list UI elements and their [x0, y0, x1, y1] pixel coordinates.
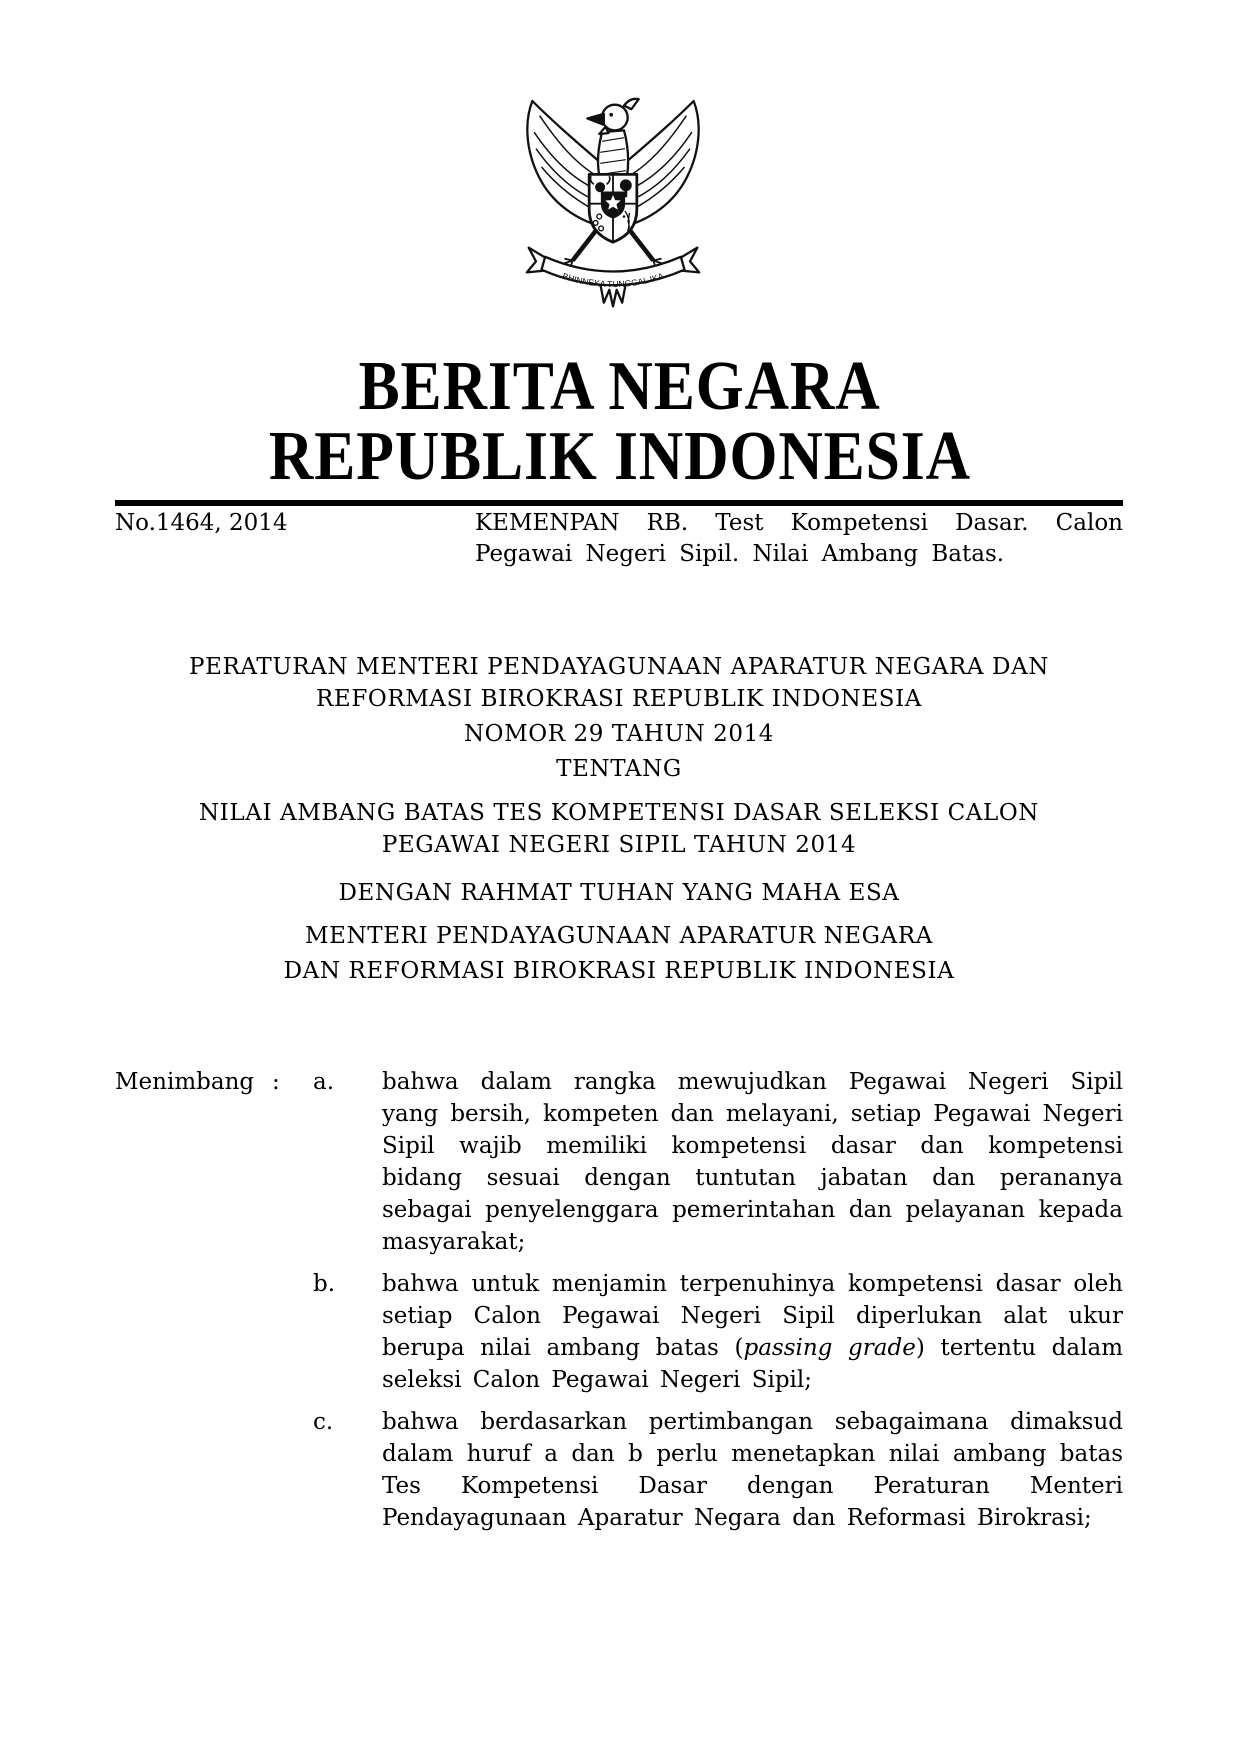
spacer	[272, 1406, 313, 1534]
consideration-item-a: bahwa dalam rangka mewujudkan Pegawai Negeri Sipil yang bersih, kompeten dan melayani, setiap Pegawai Negeri Sipil wajib memiliki kompetensi dasar dan kompetensi bidang sesuai dengan tuntutan jabatan dan perananya sebagai penyelenggara pemerintahan dan pelayanan kepada masyarakat;	[382, 1069, 1123, 1255]
masthead-title-line2-text: REPUBLIK INDONESIA	[268, 418, 972, 495]
emblem-motto-text: BHINNEKA TUNGGAL IKA	[561, 270, 665, 290]
item-b-italic-term: passing grade	[743, 1335, 916, 1361]
subject-abstract: KEMENPAN RB. Test Kompetensi Dasar. Calon Pegawai Negeri Sipil. Nilai Ambang Batas.	[475, 510, 1123, 567]
masthead-title-line1-text: BERITA NEGARA	[358, 348, 882, 425]
spacer	[115, 1406, 272, 1534]
regulation-official-line1: MENTERI PENDAYAGUNAAN APARATUR NEGARA	[305, 923, 933, 949]
regulation-invocation: DENGAN RAHMAT TUHAN YANG MAHA ESA	[338, 880, 900, 906]
menimbang-colon: :	[272, 1069, 280, 1095]
item-b-text-pre: bahwa untuk menjamin terpenuhinya kompetensi dasar oleh setiap Calon Pegawai Negeri Sipil diperlukan alat ukur berupa nilai ambang batas (	[382, 1271, 1123, 1361]
regulation-authority-line1: PERATURAN MENTERI PENDAYAGUNAAN APARATUR NEGARA DAN	[189, 654, 1049, 680]
regulation-heading-block	[115, 651, 1123, 987]
consideration-item-b	[382, 1268, 1123, 1396]
masthead-rule	[115, 500, 1123, 506]
spacer	[272, 1268, 313, 1396]
regulation-subject-line2: PEGAWAI NEGERI SIPIL TAHUN 2014	[381, 832, 857, 858]
masthead-title-line2	[0, 418, 1240, 495]
item-b-text-post: ) tertentu dalam seleksi Calon Pegawai Negeri Sipil;	[382, 1335, 1124, 1393]
regulation-authority-line2: REFORMASI BIROKRASI REPUBLIK INDONESIA	[316, 686, 922, 712]
menimbang-label: Menimbang	[115, 1069, 255, 1095]
regulation-subject-line1: NILAI AMBANG BATAS TES KOMPETENSI DASAR SELEKSI CALON	[198, 800, 1040, 826]
spacer	[115, 1268, 272, 1396]
item-letter-b: b.	[313, 1271, 336, 1297]
regulation-number-line: NOMOR 29 TAHUN 2014	[463, 721, 775, 747]
regulation-about-label: TENTANG	[556, 756, 682, 782]
considerations-section	[115, 1066, 1123, 1534]
issue-number: No.1464, 2014	[115, 510, 288, 536]
regulation-official-line2: DAN REFORMASI BIROKRASI REPUBLIK INDONESIA	[283, 958, 955, 984]
consideration-item-c: bahwa berdasarkan pertimbangan sebagaimana dimaksud dalam huruf a dan b perlu menetapkan nilai ambang batas Tes Kompetensi Dasar dengan Peraturan Menteri Pendayagunaan Aparatur Negara dan Reformasi Birokrasi;	[382, 1409, 1123, 1531]
item-letter-c: c.	[313, 1409, 334, 1435]
item-letter-a: a.	[313, 1069, 335, 1095]
garuda-pancasila-emblem	[515, 90, 711, 310]
masthead-title-line1	[0, 348, 1240, 425]
gazette-header-row	[115, 508, 1123, 570]
